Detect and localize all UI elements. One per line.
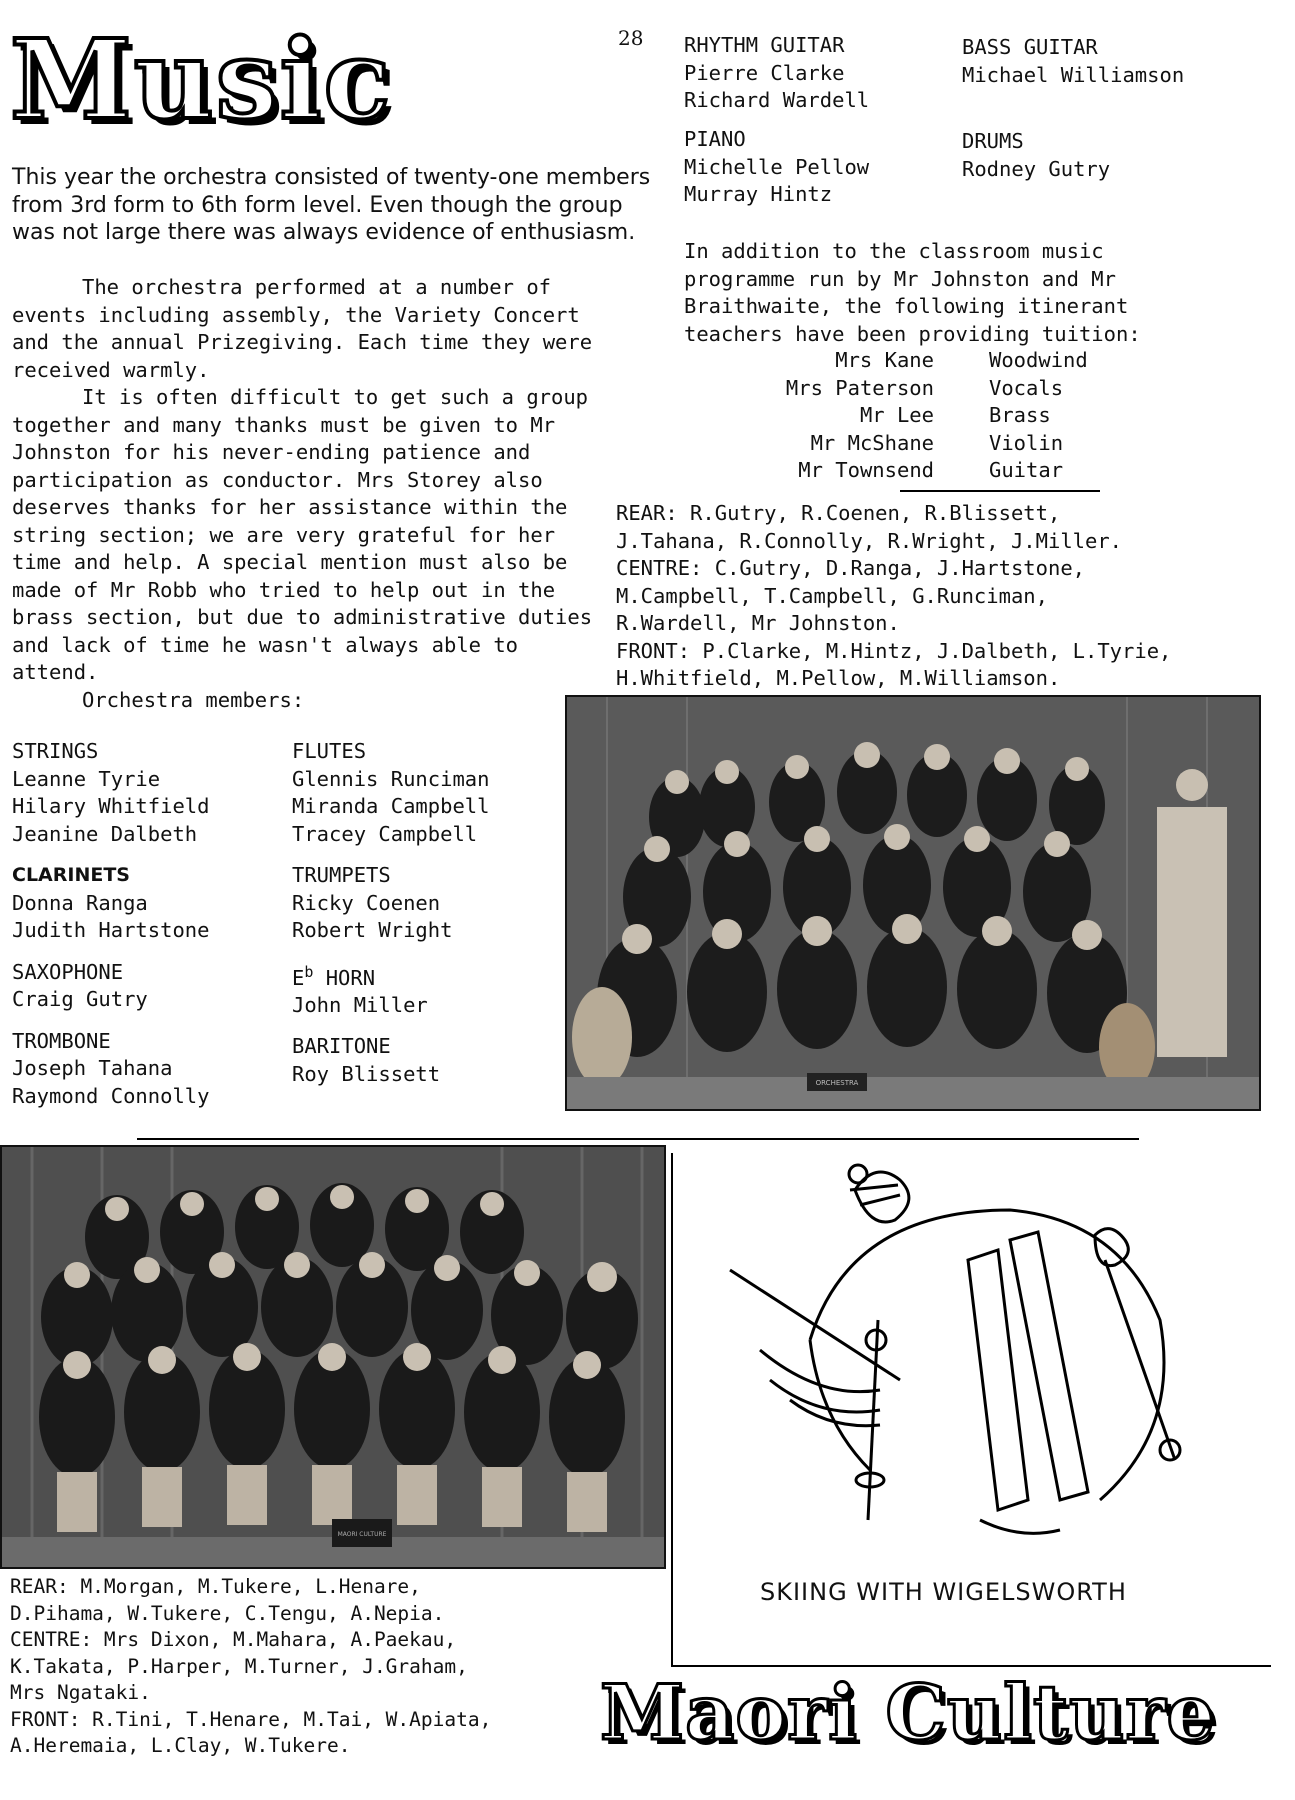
member-name: Ricky Coenen <box>292 890 441 915</box>
teacher-subject: Guitar <box>989 458 1064 482</box>
member-name: Raymond Connolly <box>12 1083 210 1108</box>
member-name: Joseph Tahana <box>12 1056 173 1080</box>
section-heading: TRUMPETS <box>292 863 391 887</box>
member-name: Judith Hartstone <box>12 918 210 942</box>
teacher-subject: Vocals <box>989 375 1064 400</box>
band-drums <box>962 128 1110 183</box>
member-name: Craig Gutry <box>12 987 148 1011</box>
caption-line: CENTRE: Mrs Dixon, M.Mahara, A.Paekau, <box>10 1628 457 1651</box>
section-heading: BASS GUITAR <box>962 35 1098 59</box>
member-name: John Miller <box>292 992 428 1017</box>
section-heading: CLARINETS <box>12 864 130 886</box>
skiing-cartoon-art <box>700 1150 1240 1570</box>
itinerant-row <box>684 430 1204 458</box>
section-heading: BARITONE <box>292 1034 391 1059</box>
member-name: Roy Blissett <box>292 1061 441 1086</box>
members-left-column <box>12 738 209 1110</box>
itinerant-row <box>684 347 1204 375</box>
caption-line: FRONT: R.Tini, T.Henare, M.Tai, W.Apiata, <box>10 1707 492 1731</box>
member-name: Murray Hintz <box>684 182 833 206</box>
eb-horn: HORN <box>313 965 376 990</box>
member-name: Pierre Clarke <box>684 60 845 85</box>
maori-photo-art <box>2 1147 664 1567</box>
caption-line: R.Wardell, Mr Johnston. <box>616 611 900 635</box>
caption-line: J.Tahana, R.Connolly, R.Wright, J.Miller. <box>616 528 1123 553</box>
maori-culture-title: Maori Culture <box>600 1668 1216 1757</box>
orchestra-photo <box>565 695 1261 1111</box>
member-name: Glennis Runciman <box>292 766 490 791</box>
section-heading: FLUTES <box>292 739 367 763</box>
eb-flat: b <box>304 962 314 981</box>
intro-paragraph <box>12 164 652 247</box>
caption-line: Mrs Ngataki. <box>10 1681 151 1704</box>
member-name: Robert Wright <box>292 918 453 942</box>
caption-line: H.Whitfield, M.Pellow, M.Williamson. <box>616 666 1061 690</box>
caption-line: REAR: M.Morgan, M.Tukere, L.Henare, <box>10 1575 421 1598</box>
caption-line: K.Takata, P.Harper, M.Turner, J.Graham, <box>10 1654 468 1678</box>
itinerant-row <box>684 402 1204 430</box>
eb-e: E <box>292 965 305 990</box>
maori-caption <box>10 1574 491 1760</box>
maori-culture-photo <box>0 1145 666 1569</box>
section-heading: PIANO <box>684 127 746 151</box>
teacher-name: Mr Townsend <box>798 458 934 482</box>
cartoon-border-bottom <box>671 1665 1271 1667</box>
band-piano <box>684 126 869 209</box>
caption-line: REAR: R.Gutry, R.Coenen, R.Blissett, <box>616 501 1061 525</box>
members-right-column <box>292 738 489 1088</box>
section-heading: DRUMS <box>962 129 1024 153</box>
teacher-name: Mrs Paterson <box>785 375 934 400</box>
page-title: Music <box>10 15 393 144</box>
itinerant-table <box>684 347 1204 485</box>
cartoon-border-left <box>671 1153 673 1667</box>
itinerant-row <box>684 375 1204 403</box>
itinerant-intro: In addition to the classroom music programme run by Mr Johnston and Mr Braithwaite, the following itinerant teachers have been providing tuition: <box>684 239 1141 346</box>
skiing-cartoon <box>700 1150 1240 1570</box>
section-heading: SAXOPHONE <box>12 959 124 984</box>
page-number: 28 <box>618 26 644 50</box>
section-heading <box>292 959 489 992</box>
member-name: Donna Ranga <box>12 890 148 915</box>
section-heading: RHYTHM GUITAR <box>684 33 845 57</box>
orchestra-caption <box>616 500 1171 693</box>
band-rhythm-guitar <box>684 32 869 115</box>
member-name: Tracey Campbell <box>292 821 478 846</box>
member-name: Rodney Gutry <box>962 156 1111 181</box>
teacher-name: Mr McShane <box>810 430 934 455</box>
divider <box>900 490 1100 492</box>
teacher-name: Mrs Kane <box>835 348 934 372</box>
section-heading: STRINGS <box>12 739 99 763</box>
caption-line: CENTRE: C.Gutry, D.Ranga, J.Hartstone, <box>616 556 1085 580</box>
member-name: Michelle Pellow <box>684 154 870 179</box>
member-name: Jeanine Dalbeth <box>12 821 198 846</box>
member-name: Leanne Tyrie <box>12 766 161 791</box>
teacher-name: Mr Lee <box>859 403 934 427</box>
section-heading: TROMBONE <box>12 1028 111 1053</box>
members-heading: Orchestra members: <box>82 687 305 712</box>
caption-line: A.Heremaia, L.Clay, W.Tukere. <box>10 1734 351 1757</box>
itinerant-row <box>684 457 1204 485</box>
paragraph-2: It is often difficult to get such a group together and many thanks must be given to Mr Johnston for his never-ending patience and participation as conductor. Mrs Storey also deserves thanks for her assistance within the string section; we are very grateful for her time and help. A special mention must also be made of Mr Robb who tried to help out in the brass section, but due to administrative duties and lack of time he wasn't always able to attend. <box>12 385 593 684</box>
cartoon-caption: SKIING WITH WIGELSWORTH <box>760 1578 1127 1606</box>
orchestra-photo-art <box>567 697 1259 1109</box>
caption-line: D.Pihama, W.Tukere, C.Tengu, A.Nepia. <box>10 1601 445 1625</box>
member-name: Miranda Campbell <box>292 794 490 818</box>
member-name: Hilary Whitfield <box>12 794 210 818</box>
caption-line: FRONT: P.Clarke, M.Hintz, J.Dalbeth, L.Tyrie, <box>616 638 1172 663</box>
body-text <box>12 274 597 714</box>
teacher-subject: Brass <box>989 403 1051 427</box>
intro-text: This year the orchestra consisted of twenty-one members from 3rd form to 6th form level. Even though the group was not large there was always evidence of enthusiasm. <box>12 165 651 245</box>
orchestra-sign: ORCHESTRA <box>815 1079 859 1087</box>
band-bass-guitar <box>962 34 1184 89</box>
teacher-subject: Woodwind <box>989 348 1088 372</box>
teacher-subject: Violin <box>989 430 1064 455</box>
caption-line: M.Campbell, T.Campbell, G.Runciman, <box>616 583 1048 608</box>
maori-sign: MAORI CULTURE <box>337 1531 387 1538</box>
member-name: Richard Wardell <box>684 88 870 112</box>
member-name: Michael Williamson <box>962 62 1185 87</box>
divider <box>137 1138 1139 1140</box>
paragraph-1: The orchestra performed at a number of events including assembly, the Variety Concert and the annual Prizegiving. Each time they were received warmly. <box>12 275 593 382</box>
